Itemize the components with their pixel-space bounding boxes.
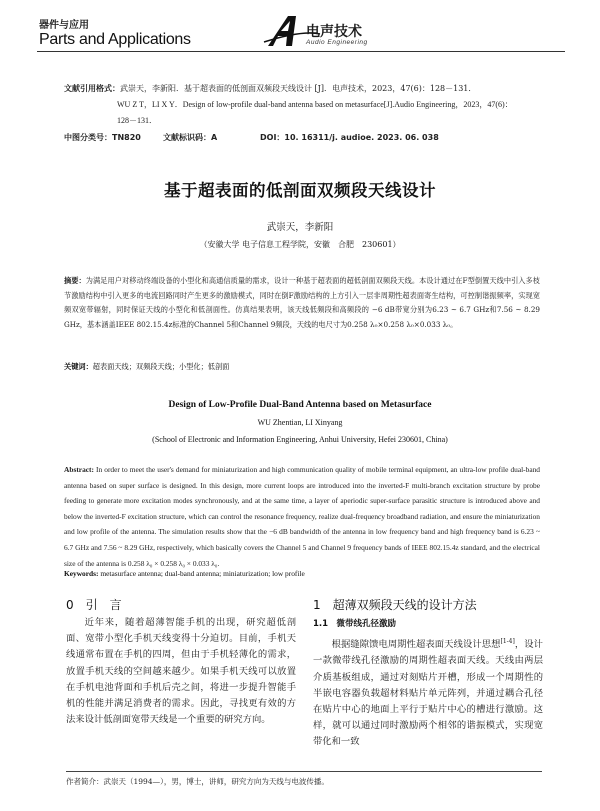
abstract-en-text: In order to meet the user's demand for miniaturization and high communication quality of mobile terminal equipment, an ultra-low profile dual-band antenna based on super surface is designed. In this design, more current loops are introduced into the inverted-F multi-branch excitation structure by probe feeding to generate more excitation modes synchronously, and at the same time, a layer of aperiodic super-surface parasitic structure is introduced above and below the inverted-F excitation structure, which can control the resonance frequency, realize dual-frequency broadband radiation, and ensure the miniaturization and low profile of the antenna. The simulation results show that the −6 dB bandwidth of the antenna in low frequency band and high frequency band is 6.23 ~ 6.7 GHz and 7.56 ~ 8.29 GHz, respectively, which basically covers the Channel 5 and Channel 9 frequency bands of IEEE 802.15.4z standard, and the electrical size of the antenna is 0.258 λ₀ × 0.258 λ₀ × 0.033 λ₀. bbox=[64, 465, 540, 568]
clc-label: 中图分类号： bbox=[64, 133, 112, 142]
abstract-zh-text: 为满足用户对移动终端设备的小型化和高通信质量的需求，设计一种基于超表面的超低剖面双频段天线。本设计通过在F型倒置天线中引入多枝节激励结构中引入更多的电流回路同时产生更多的激励模式，同时在倒F激励结构的上方引入一层非周期性超表面寄生结构，可控制谐振频率，实现宽频双宽带辐射，同时保证天线的小型化和低剖面性。仿真结果表明，该天线低频段和高频段的 −6 dB带宽分别为6.23 ~ 6.7 GHz和7.56 ~ 8.29 GHz，基本涵盖IEEE 802.15.4z标准的Channel 5和Channel 9频段，天线的电尺寸为0.258 λ₀×0.258 λ₀×0.033 λ₀。 bbox=[64, 276, 540, 329]
citation-zh-line bbox=[64, 83, 554, 95]
citation-zh: 武崇天，李新阳．基于超表面的低剖面双频段天线设计 [J]．电声技术，2023，47(6)：128－131． bbox=[120, 84, 477, 93]
affiliation-zh: （安徽大学 电子信息工程学院，安徽 合肥 230601） bbox=[199, 240, 401, 249]
journal-logo-zh: 电声技术 bbox=[306, 24, 362, 40]
keywords-en-label: Keywords: bbox=[64, 569, 99, 578]
keywords-zh-label: 关键词： bbox=[64, 362, 93, 371]
journal-section-zh: 器件与应用 bbox=[39, 20, 89, 31]
doi bbox=[260, 132, 439, 144]
header-divider bbox=[37, 51, 565, 52]
doc-value: A bbox=[211, 133, 218, 142]
section-1-body-text: 根据缝隙馈电周期性超表面天线设计思想 bbox=[331, 639, 501, 651]
affiliation-en: (School of Electronic and Information Engineering, Anhui University, Hefei 230601, China) bbox=[152, 435, 448, 444]
section-1-heading: 1 超薄双频段天线的设计方法 bbox=[313, 598, 477, 612]
citation-label: 文献引用格式： bbox=[64, 84, 120, 93]
doc-label: 文献标识码： bbox=[163, 133, 211, 142]
section-1-body bbox=[313, 634, 543, 751]
clc-value: TN820 bbox=[112, 133, 141, 142]
citation-en-cont: 128－131． bbox=[117, 116, 157, 125]
paper-title-en: Design of Low-Profile Dual-Band Antenna based on Metasurface bbox=[168, 400, 432, 410]
authors-en: WU Zhentian, LI Xinyang bbox=[257, 418, 343, 427]
keywords-zh bbox=[64, 362, 540, 372]
keywords-en bbox=[64, 569, 540, 578]
journal-logo-en: Audio Engineering bbox=[306, 39, 368, 46]
keywords-zh-text: 超表面天线；双频段天线；小型化；低剖面 bbox=[92, 362, 230, 371]
abstract-en bbox=[64, 462, 540, 571]
author-footnote: 作者简介：武崇天（1994—），男，博士，讲师，研究方向为天线与电波传播。 bbox=[66, 777, 329, 786]
abstract-zh bbox=[64, 274, 540, 332]
doc-code bbox=[163, 132, 217, 144]
section-0-body: 近年来，随着超薄智能手机的出现，研究超低剖面、宽带小型化手机天线变得十分迫切。目前，手机天线通常布置在手机的四周，但由于手机轻薄化的需求，放置手机天线的空间越来越少。如果手机天线可以放置在手机电池背面和手机后壳之间，将进一步提升智能手机的性能并满足消费者的需求。因此，寻找更有效的方法来设计低剖面宽带天线是一个重要的研究方向。 bbox=[66, 617, 296, 726]
citation-en: WU Z T，LI X Y．Design of low-profile dual-band antenna based on metasurface[J].Audio Engineering，2023，47(6)： bbox=[117, 100, 513, 109]
abstract-zh-label: 摘要： bbox=[64, 276, 86, 285]
paper-title-zh: 基于超表面的低剖面双频段天线设计 bbox=[164, 181, 436, 200]
keywords-en-text: metasurface antenna; dual-band antenna; miniaturization; low profile bbox=[100, 569, 305, 578]
citation-ref[interactable]: [1-4] bbox=[500, 638, 515, 645]
clc-number bbox=[64, 132, 141, 144]
subsection-1-1-heading: 1.1 微带线孔径激励 bbox=[313, 619, 397, 629]
section-1-body-text-2: ，设计一款微带线孔径激励的周期性超表面天线。天线由两层介质基板组成，通过对刻贴片开槽，形成一个周期性的半嵌电容器负载超材料贴片单元阵列，并通过耦合孔径在贴片中心的地面上平行于贴片中心的槽进行激励。这样，就可以通过同时激励两个相邻的谐振模式，实现宽带化和一致 bbox=[313, 639, 543, 748]
section-0-heading: 0 引 言 bbox=[66, 598, 122, 612]
abstract-en-label: Abstract: bbox=[64, 465, 94, 474]
doi-value: 10. 16311/j. audioe. 2023. 06. 038 bbox=[284, 133, 439, 142]
logo-a-mark-icon bbox=[268, 16, 296, 46]
doi-label: DOI： bbox=[260, 133, 285, 142]
footnote-divider bbox=[66, 771, 542, 772]
journal-section-en: Parts and Applications bbox=[39, 31, 191, 48]
authors-zh: 武崇天，李新阳 bbox=[266, 222, 334, 233]
